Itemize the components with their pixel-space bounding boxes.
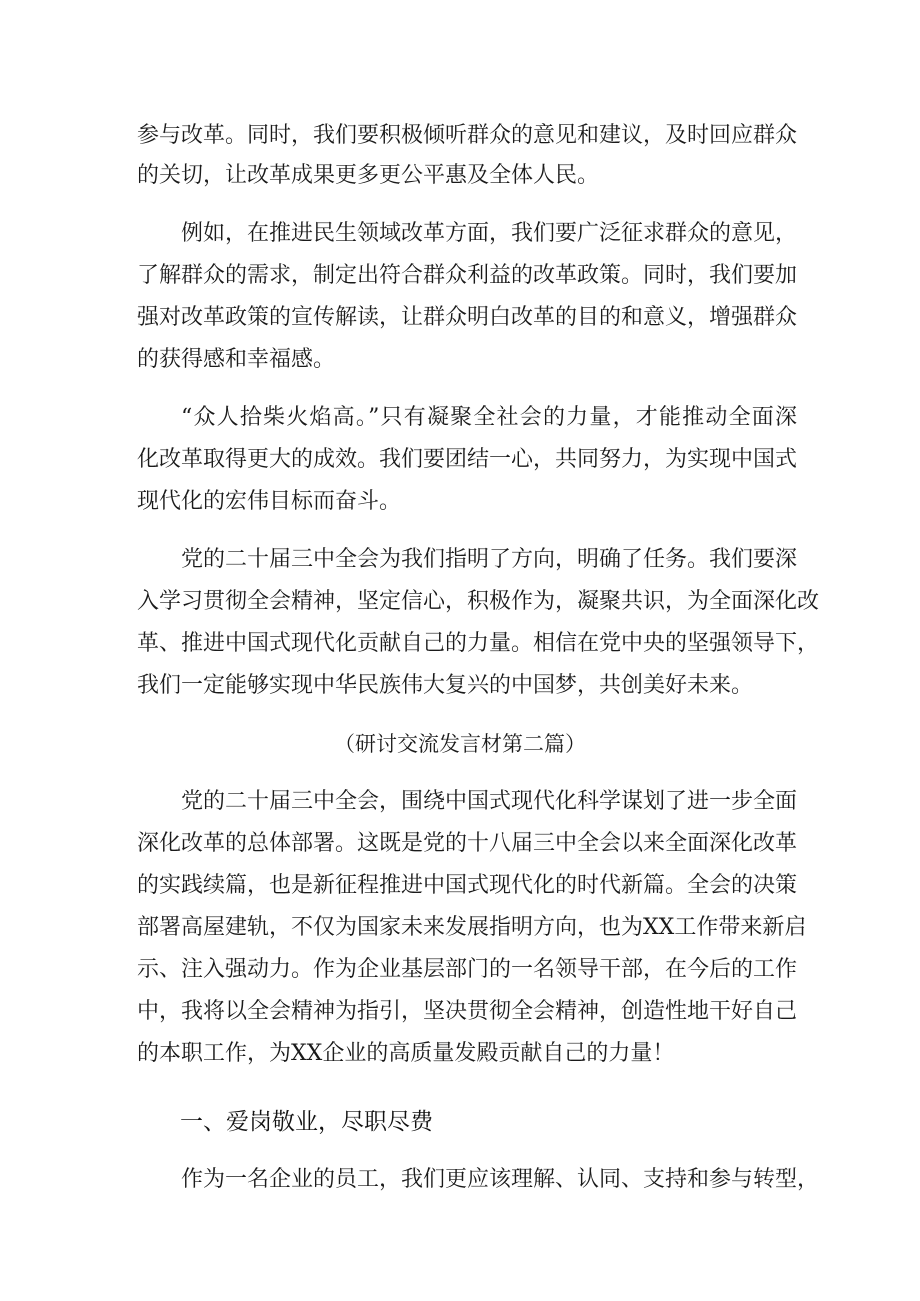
paragraph-line: 的获得感和幸福感。 (137, 347, 336, 372)
section-heading: 一、爱岗敬业，尽职尽费 (180, 1109, 433, 1135)
paragraph-line: 强对改革政策的宣传解读，让群众明白改革的目的和意义，增强群众 (137, 305, 798, 330)
paragraph-line: 中，我将以全会精神为指引，坚决贯彻全会精神，创造性地干好自己 (137, 999, 798, 1024)
paragraph-line: 例如，在推进民生领域改革方面，我们要广泛征求群众的意见， (181, 221, 798, 246)
paragraph-line: 了解群众的需求，制定出符合群众利益的改革政策。同时，我们要加 (137, 263, 798, 288)
paragraph-line: 的关切，让改革成果更多更公平惠及全体人民。 (137, 163, 600, 188)
paragraph-line: 我们一定能够实现中华民族伟大复兴的中国梦，共创美好未来。 (137, 673, 754, 698)
paragraph-line: 党的二十届三中全会，围绕中国式现代化科学谋划了进一步全面 (181, 789, 798, 814)
paragraph-line: 部署高屋建轨，不仅为国家未来发展指明方向，也为XX工作带来新启 (137, 915, 807, 940)
paragraph-line: 的本职工作，为XX企业的高质量发殿贡献自己的力量！ (137, 1041, 675, 1066)
paragraph-line: 深化改革的总体部署。这既是党的十八届三中全会以来全面深化改革 (137, 831, 798, 856)
paragraph-line: 作为一名企业的员工，我们更应该理解、认同、支持和参与转型， (181, 1167, 820, 1192)
paragraph-line: 参与改革。同时，我们要积极倾听群众的意见和建议，及时回应群众 (137, 123, 798, 148)
paragraph-line: 入学习贯彻全会精神，坚定信心，积极作为，凝聚共识，为全面深化改 (137, 589, 820, 614)
paragraph-line: “众人拾柴火焰高。”只有凝聚全社会的力量，才能推动全面深 (181, 405, 797, 430)
paragraph-line: 化改革取得更大的成效。我们要团结一心，共同努力，为实现中国式 (137, 447, 798, 472)
section-title: （研讨交流发言材第二篇） (334, 732, 586, 756)
paragraph-line: 革、推进中国式现代化贡献自己的力量。相信在党中央的坚强领导下， (137, 631, 820, 656)
paragraph-line: 的实践续篇，也是新征程推进中国式现代化的时代新篇。全会的决策 (137, 873, 798, 898)
paragraph-line: 党的二十届三中全会为我们指明了方向，明确了任务。我们要深 (181, 547, 798, 572)
paragraph-line: 示、注入强动力。作为企业基层部门的一名领导干部，在今后的工作 (137, 957, 798, 982)
paragraph-line: 现代化的宏伟目标而奋斗。 (137, 489, 402, 514)
